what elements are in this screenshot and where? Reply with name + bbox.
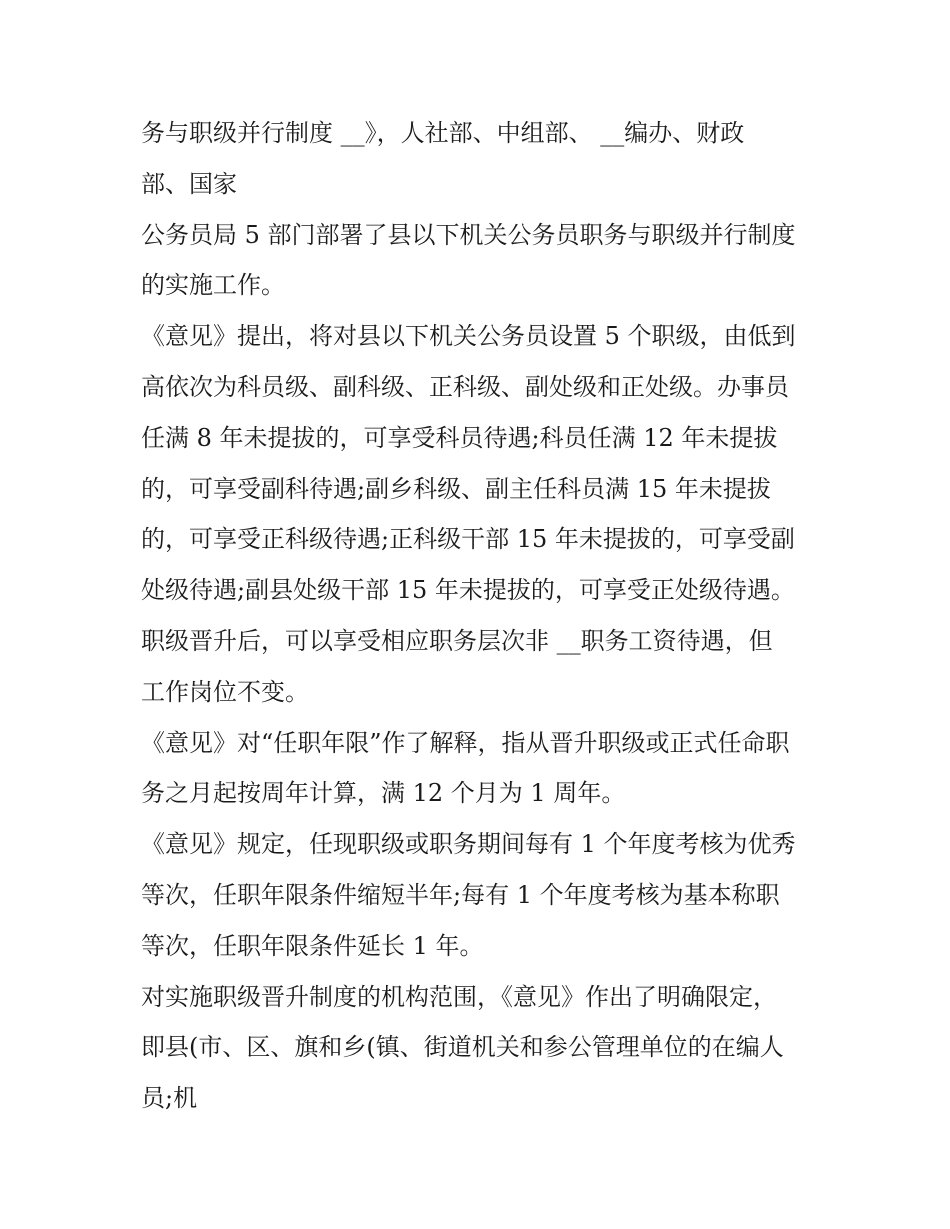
document-body-text xyxy=(141,108,821,1124)
text-line: 工作岗位不变。 xyxy=(141,677,309,706)
text-line: 任满 8 年未提拔的，可享受科员待遇;科员任满 12 年未提拔 xyxy=(141,423,778,452)
text-line: 员;机 xyxy=(141,1084,198,1113)
text-line: 等次，任职年限条件缩短半年;每有 1 个年度考核为基本称职 xyxy=(141,880,780,909)
text-line: 《意见》对“任职年限”作了解释，指从晋升职级或正式任命职 xyxy=(141,728,790,757)
text-line: 的实施工作。 xyxy=(141,271,285,300)
text-line: 《意见》提出，将对县以下机关公务员设置 5 个职级，由低到 xyxy=(141,322,796,351)
text-line: 的，可享受副科待遇;副乡科级、副主任科员满 15 年未提拔 xyxy=(141,474,771,503)
text-line: 等次，任职年限条件延长 1 年。 xyxy=(141,931,484,960)
text-line: 务与职级并行制度 __》，人社部、中组部、 __编办、财政 xyxy=(141,119,745,147)
text-line: 对实施职级晋升制度的机构范围，《意见》作出了明确限定， xyxy=(141,982,777,1011)
text-line: 即县(市、区、旗和乡(镇、街道机关和参公管理单位的在编人 xyxy=(141,1033,784,1062)
text-line: 的，可享受正科级待遇;正科级干部 15 年未提拔的，可享受副 xyxy=(141,525,795,554)
text-line: 高依次为科员级、副科级、正科级、副处级和正处级。办事员 xyxy=(141,372,789,401)
text-line: 《意见》规定，任现职级或职务期间每有 1 个年度考核为优秀 xyxy=(141,830,796,859)
text-line: 公务员局 5 部门部署了县以下机关公务员职务与职级并行制度 xyxy=(141,220,796,249)
text-line: 职级晋升后，可以享受相应职务层次非 __职务工资待遇，但 xyxy=(141,626,773,655)
text-line: 务之月起按周年计算，满 12 个月为 1 周年。 xyxy=(141,779,626,808)
text-line: 部、国家 xyxy=(141,169,237,198)
text-line: 处级待遇;副县处级干部 15 年未提拔的，可享受正处级待遇。 xyxy=(141,576,795,605)
